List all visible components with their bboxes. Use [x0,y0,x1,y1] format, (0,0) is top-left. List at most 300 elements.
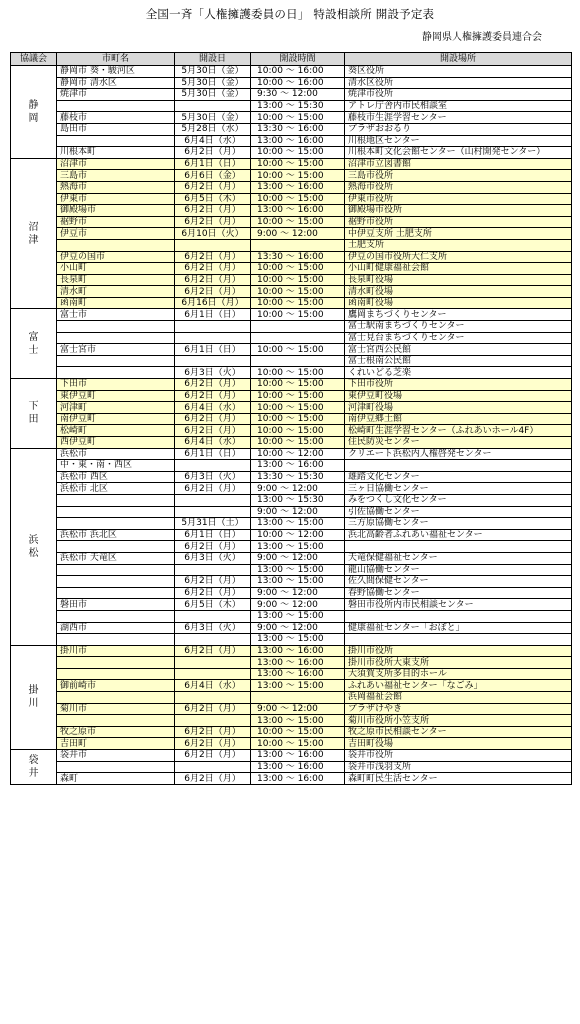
municipality-cell [57,518,175,530]
date-cell: 6月1日（日） [175,158,251,170]
municipality-cell: 湖西市 [57,622,175,634]
venue-cell: 函南町役場 [345,297,572,309]
municipality-cell: 伊東市 [57,193,175,205]
venue-cell: 雄踏文化センター [345,471,572,483]
time-cell: 13:00 ～ 16:00 [251,668,345,680]
time-cell: 10:00 ～ 15:00 [251,158,345,170]
date-cell: 6月2日（月） [175,576,251,588]
municipality-cell [57,135,175,147]
time-cell: 10:00 ～ 15:00 [251,726,345,738]
table-header-row [11,53,572,66]
date-cell: 6月2日（月） [175,379,251,391]
date-cell [175,634,251,646]
venue-cell: 中伊豆支所 土肥支所 [345,228,572,240]
date-cell [175,668,251,680]
time-cell: 13:00 ～ 15:00 [251,541,345,553]
time-cell: 9:00 ～ 12:00 [251,228,345,240]
municipality-cell [57,761,175,773]
table-row [11,367,572,379]
date-cell: 6月3日（火） [175,367,251,379]
venue-cell: 沼津市立図書館 [345,158,572,170]
venue-cell: 天竜保健福祉センター [345,552,572,564]
time-cell: 10:00 ～ 15:00 [251,402,345,414]
table-row [11,147,572,159]
time-cell: 10:00 ～ 15:00 [251,738,345,750]
table-row [11,205,572,217]
time-cell: 10:00 ～ 15:00 [251,216,345,228]
venue-cell: 袋井市役所 [345,750,572,762]
venue-cell [345,610,572,622]
table-row [11,170,572,182]
venue-cell: 吉田町役場 [345,738,572,750]
table-row [11,112,572,124]
table-row [11,564,572,576]
municipality-cell: 伊豆の国市 [57,251,175,263]
date-cell: 6月1日（日） [175,309,251,321]
time-cell: 9:00 ～ 12:00 [251,587,345,599]
date-cell: 6月3日（火） [175,471,251,483]
date-cell [175,610,251,622]
organization-name: 静岡県人権擁護委員連合会 [422,32,542,43]
date-cell: 6月3日（火） [175,552,251,564]
date-cell: 6月2日（月） [175,587,251,599]
venue-cell: 東伊豆町役場 [345,390,572,402]
time-cell: 10:00 ～ 15:00 [251,437,345,449]
table-row [11,529,572,541]
venue-cell: 伊豆の国市役所大仁支所 [345,251,572,263]
time-cell: 10:00 ～ 16:00 [251,77,345,89]
venue-cell: 下田市役所 [345,379,572,391]
venue-cell: 伊東市役所 [345,193,572,205]
venue-cell: 浜北高齢者ふれあい福祉センター [345,529,572,541]
date-cell: 6月2日（月） [175,216,251,228]
association-cell: 浜 松 [11,448,57,645]
table-row [11,483,572,495]
association-cell: 掛 川 [11,645,57,749]
venue-cell: ふれあい福祉センター「なごみ」 [345,680,572,692]
time-cell: 13:00 ～ 15:30 [251,494,345,506]
date-cell: 6月2日（月） [175,425,251,437]
date-cell: 6月10日（火） [175,228,251,240]
date-cell [175,715,251,727]
schedule-table [10,52,572,785]
table-row [11,193,572,205]
table-row [11,158,572,170]
municipality-cell: 小山町 [57,263,175,275]
time-cell: 9:00 ～ 12:00 [251,599,345,611]
time-cell [251,321,345,333]
time-cell: 13:00 ～ 16:00 [251,645,345,657]
municipality-cell [57,332,175,344]
date-cell: 6月2日（月） [175,205,251,217]
municipality-cell: 藤枝市 [57,112,175,124]
page-title: 全国一斉「人権擁護委員の日」 特設相談所 開設予定表 [145,7,435,21]
date-cell: 6月2日（月） [175,147,251,159]
venue-cell: プラザけやき [345,703,572,715]
venue-cell: 富士根南公民館 [345,355,572,367]
venue-cell: 袋井市浅羽支所 [345,761,572,773]
municipality-cell: 下田市 [57,379,175,391]
time-cell: 13:00 ～ 16:00 [251,460,345,472]
time-cell: 13:00 ～ 15:00 [251,680,345,692]
time-cell: 9:30 ～ 12:00 [251,89,345,101]
table-row [11,506,572,518]
table-row [11,541,572,553]
venue-cell: 三ヶ日協働センター [345,483,572,495]
table-row [11,622,572,634]
table-row [11,402,572,414]
table-row [11,773,572,785]
time-cell: 9:00 ～ 12:00 [251,506,345,518]
time-cell: 13:00 ～ 15:30 [251,100,345,112]
municipality-cell: 函南町 [57,297,175,309]
schedule-body [11,66,572,785]
time-cell: 13:00 ～ 16:00 [251,761,345,773]
table-row [11,239,572,251]
venue-cell: 土肥支所 [345,239,572,251]
table-row [11,321,572,333]
date-cell: 6月4日（水） [175,437,251,449]
municipality-cell: 森町 [57,773,175,785]
venue-cell: 南伊豆郷土館 [345,413,572,425]
table-row [11,77,572,89]
table-row [11,425,572,437]
time-cell: 10:00 ～ 15:00 [251,413,345,425]
venue-cell: 御殿場市役所 [345,205,572,217]
time-cell: 13:00 ～ 16:00 [251,181,345,193]
venue-cell: 菊川市役所小笠支所 [345,715,572,727]
table-row [11,251,572,263]
association-cell: 富 士 [11,309,57,379]
municipality-cell: 焼津市 [57,89,175,101]
table-row [11,703,572,715]
table-row [11,89,572,101]
municipality-cell [57,576,175,588]
time-cell: 10:00 ～ 15:00 [251,263,345,275]
municipality-cell: 西伊豆町 [57,437,175,449]
table-row [11,390,572,402]
venue-cell: 藤枝市生涯学習センター [345,112,572,124]
date-cell: 6月2日（月） [175,274,251,286]
date-cell: 5月30日（金） [175,66,251,78]
time-cell: 13:00 ～ 15:00 [251,610,345,622]
table-row [11,274,572,286]
time-cell: 13:00 ～ 16:00 [251,135,345,147]
venue-cell: 三方原協働センター [345,518,572,530]
municipality-cell [57,367,175,379]
municipality-cell [57,587,175,599]
venue-cell: 熱海市役所 [345,181,572,193]
time-cell: 10:00 ～ 15:00 [251,147,345,159]
date-cell [175,761,251,773]
date-cell: 6月5日（木） [175,193,251,205]
venue-cell [345,541,572,553]
date-cell [175,506,251,518]
time-cell: 13:00 ～ 16:00 [251,657,345,669]
municipality-cell: 浜松市 西区 [57,471,175,483]
municipality-cell: 静岡市 葵・駿河区 [57,66,175,78]
venue-cell: 掛川市役所大東支所 [345,657,572,669]
venue-cell: 健康福祉センター「おぼと」 [345,622,572,634]
municipality-cell [57,692,175,704]
venue-cell: 小山町健康福祉会館 [345,263,572,275]
table-row [11,216,572,228]
table-row [11,413,572,425]
date-cell: 5月28日（水） [175,123,251,135]
municipality-cell: 南伊豆町 [57,413,175,425]
time-cell: 10:00 ～ 16:00 [251,66,345,78]
association-cell: 沼 津 [11,158,57,309]
venue-cell: 住民防災センター [345,437,572,449]
date-cell [175,564,251,576]
time-cell: 10:00 ～ 15:00 [251,390,345,402]
municipality-cell: 中・東・南・西区 [57,460,175,472]
date-cell: 6月2日（月） [175,750,251,762]
venue-cell [345,634,572,646]
table-row [11,761,572,773]
table-row [11,692,572,704]
municipality-cell: 吉田町 [57,738,175,750]
municipality-cell: 沼津市 [57,158,175,170]
table-row [11,263,572,275]
time-cell: 13:00 ～ 15:00 [251,518,345,530]
table-row [11,100,572,112]
date-cell [175,100,251,112]
date-cell: 6月4日（水） [175,402,251,414]
municipality-cell: 牧之原市 [57,726,175,738]
municipality-cell: 袋井市 [57,750,175,762]
time-cell [251,692,345,704]
table-row [11,181,572,193]
venue-cell: 森町町民生活センター [345,773,572,785]
venue-cell: 引佐協働センター [345,506,572,518]
date-cell: 6月2日（月） [175,286,251,298]
municipality-cell [57,506,175,518]
venue-cell: 清水区役所 [345,77,572,89]
time-cell: 13:00 ～ 15:00 [251,634,345,646]
venue-cell: 河津町役場 [345,402,572,414]
table-row [11,587,572,599]
venue-cell: 裾野市役所 [345,216,572,228]
venue-cell: 富士駅南まちづくりセンター [345,321,572,333]
date-cell: 6月2日（月） [175,773,251,785]
municipality-cell: 東伊豆町 [57,390,175,402]
venue-cell: 三島市役所 [345,170,572,182]
municipality-cell: 御前崎市 [57,680,175,692]
date-cell: 6月3日（火） [175,622,251,634]
time-cell: 13:00 ～ 16:00 [251,205,345,217]
table-row [11,228,572,240]
venue-cell: 川根本町文化会館センター（山村開発センター） [345,147,572,159]
venue-cell: 富士見台まちづくりセンター [345,332,572,344]
date-cell: 6月2日（月） [175,263,251,275]
table-row [11,645,572,657]
municipality-cell: 浜松市 [57,448,175,460]
venue-cell: プラザおおるり [345,123,572,135]
venue-cell: 川根地区センター [345,135,572,147]
association-cell: 下 田 [11,379,57,449]
time-cell: 13:00 ～ 16:00 [251,773,345,785]
table-row [11,344,572,356]
date-cell: 5月30日（金） [175,77,251,89]
date-cell: 6月5日（木） [175,599,251,611]
column-header-date: 開設日 [175,53,251,66]
municipality-cell: 富士市 [57,309,175,321]
table-row [11,135,572,147]
municipality-cell [57,100,175,112]
date-cell: 6月2日（月） [175,703,251,715]
table-row [11,634,572,646]
venue-cell: 富士宮西公民館 [345,344,572,356]
municipality-cell: 熱海市 [57,181,175,193]
date-cell: 6月1日（日） [175,448,251,460]
venue-cell: クリエート浜松内人権啓発センター [345,448,572,460]
date-cell: 6月6日（金） [175,170,251,182]
date-cell: 6月2日（月） [175,390,251,402]
date-cell [175,321,251,333]
municipality-cell [57,321,175,333]
time-cell: 10:00 ～ 15:00 [251,170,345,182]
time-cell: 10:00 ～ 15:00 [251,112,345,124]
venue-cell: アトレ庁舎内市民相談室 [345,100,572,112]
table-row [11,309,572,321]
date-cell: 6月2日（月） [175,413,251,425]
column-header-association: 協議会 [11,53,57,66]
time-cell [251,239,345,251]
table-row [11,610,572,622]
time-cell: 10:00 ～ 15:00 [251,193,345,205]
venue-cell: 牧之原市民相談センター [345,726,572,738]
municipality-cell [57,494,175,506]
table-row [11,680,572,692]
municipality-cell: 静岡市 清水区 [57,77,175,89]
venue-cell: 葵区役所 [345,66,572,78]
municipality-cell: 伊豆市 [57,228,175,240]
date-cell [175,332,251,344]
venue-cell: 大須賀支所多目的ホール [345,668,572,680]
date-cell: 5月31日（土） [175,518,251,530]
table-row [11,657,572,669]
municipality-cell: 富士宮市 [57,344,175,356]
table-row [11,66,572,78]
municipality-cell: 磐田市 [57,599,175,611]
association-cell: 静 岡 [11,66,57,159]
municipality-cell [57,239,175,251]
date-cell: 6月2日（月） [175,181,251,193]
column-header-venue: 開設場所 [345,53,572,66]
table-row [11,437,572,449]
date-cell: 6月2日（月） [175,738,251,750]
table-row [11,297,572,309]
time-cell: 10:00 ～ 15:00 [251,286,345,298]
time-cell: 10:00 ～ 15:00 [251,344,345,356]
table-row [11,286,572,298]
time-cell: 13:30 ～ 16:00 [251,251,345,263]
municipality-cell [57,564,175,576]
municipality-cell: 菊川市 [57,703,175,715]
date-cell: 6月2日（月） [175,645,251,657]
column-header-municipality: 市町名 [57,53,175,66]
time-cell: 13:00 ～ 15:00 [251,564,345,576]
time-cell: 13:00 ～ 15:00 [251,576,345,588]
date-cell: 6月2日（月） [175,251,251,263]
table-row [11,518,572,530]
municipality-cell [57,610,175,622]
municipality-cell: 浜松市 浜北区 [57,529,175,541]
municipality-cell [57,668,175,680]
municipality-cell: 島田市 [57,123,175,135]
table-row [11,750,572,762]
table-row [11,123,572,135]
time-cell: 13:00 ～ 15:00 [251,715,345,727]
time-cell: 10:00 ～ 15:00 [251,379,345,391]
date-cell: 6月4日（水） [175,135,251,147]
date-cell: 6月4日（水） [175,680,251,692]
time-cell: 9:00 ～ 12:00 [251,703,345,715]
venue-cell: 龍山協働センター [345,564,572,576]
time-cell: 10:00 ～ 15:00 [251,367,345,379]
venue-cell: 長泉町役場 [345,274,572,286]
venue-cell: 磐田市役所内市民相談センター [345,599,572,611]
time-cell: 9:00 ～ 12:00 [251,622,345,634]
municipality-cell: 松崎町 [57,425,175,437]
municipality-cell: 長泉町 [57,274,175,286]
table-row [11,552,572,564]
time-cell: 10:00 ～ 12:00 [251,529,345,541]
venue-cell: 松崎町生涯学習センター（ふれあいホール4F） [345,425,572,437]
date-cell: 6月16日（月） [175,297,251,309]
municipality-cell: 川根本町 [57,147,175,159]
time-cell [251,355,345,367]
table-row [11,576,572,588]
date-cell: 6月2日（月） [175,726,251,738]
table-row [11,355,572,367]
date-cell [175,494,251,506]
table-row [11,460,572,472]
venue-cell: 鷹岡まちづくりセンター [345,309,572,321]
time-cell [251,332,345,344]
time-cell: 9:00 ～ 12:00 [251,552,345,564]
venue-cell: 春野協働センター [345,587,572,599]
table-row [11,726,572,738]
venue-cell: くれいどる芝楽 [345,367,572,379]
time-cell: 10:00 ～ 12:00 [251,448,345,460]
venue-cell [345,460,572,472]
table-row [11,379,572,391]
table-row [11,668,572,680]
venue-cell: 清水町役場 [345,286,572,298]
municipality-cell: 浜松市 北区 [57,483,175,495]
table-row [11,599,572,611]
venue-cell: 佐久間保健センター [345,576,572,588]
venue-cell: 浜岡福祉会館 [345,692,572,704]
venue-cell: 掛川市役所 [345,645,572,657]
date-cell [175,239,251,251]
date-cell: 6月2日（月） [175,483,251,495]
municipality-cell [57,634,175,646]
date-cell [175,355,251,367]
date-cell [175,692,251,704]
venue-cell: みをつくし文化センター [345,494,572,506]
column-header-time: 開設時間 [251,53,345,66]
table-row [11,715,572,727]
municipality-cell: 清水町 [57,286,175,298]
time-cell: 10:00 ～ 15:00 [251,297,345,309]
association-cell: 袋 井 [11,750,57,785]
date-cell: 5月30日（金） [175,112,251,124]
table-row [11,332,572,344]
municipality-cell: 河津町 [57,402,175,414]
